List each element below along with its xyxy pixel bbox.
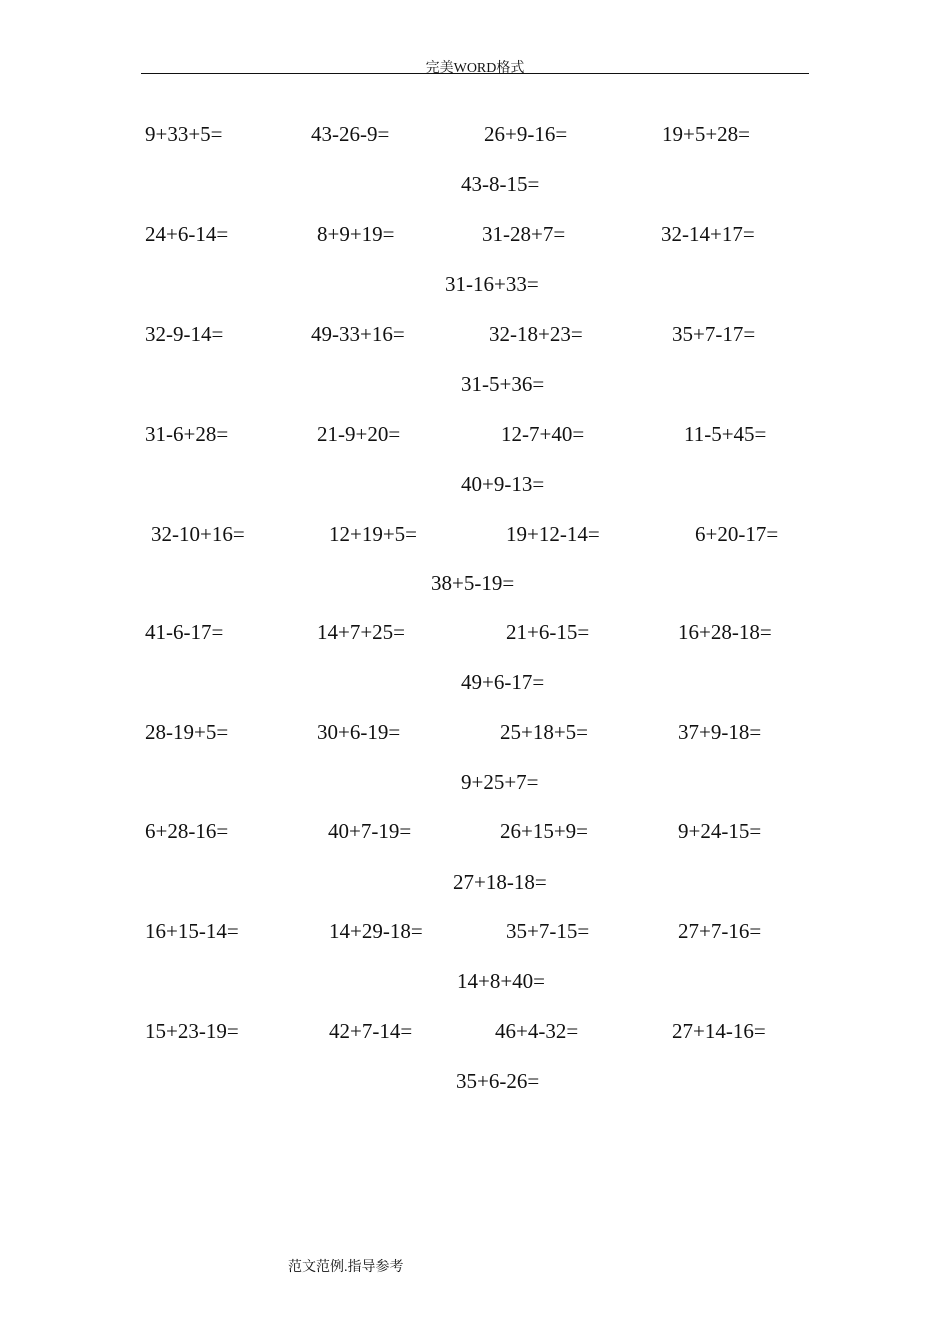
math-problem: 31-6+28=	[145, 422, 229, 446]
math-problem: 31-28+7=	[482, 222, 566, 246]
math-problem: 32-18+23=	[489, 322, 583, 346]
math-problem: 35+7-17=	[672, 322, 756, 346]
math-problem: 9+24-15=	[678, 819, 762, 843]
math-problem: 42+7-14=	[329, 1019, 413, 1043]
math-problem: 19+5+28=	[662, 122, 751, 146]
math-problem: 21-9+20=	[317, 422, 401, 446]
math-problem: 27+14-16=	[672, 1019, 766, 1043]
math-problem: 24+6-14=	[145, 222, 229, 246]
page-footer: 范文范例.指导参考	[288, 1260, 404, 1275]
math-problem: 9+33+5=	[145, 122, 223, 146]
math-problem: 40+7-19=	[328, 819, 412, 843]
math-problem: 41-6-17=	[145, 620, 224, 644]
math-problem: 26+15+9=	[500, 819, 589, 843]
math-problem: 30+6-19=	[317, 720, 401, 744]
math-problem: 32-10+16=	[151, 522, 245, 546]
math-problem: 27+7-16=	[678, 919, 762, 943]
math-problem-center: 31-5+36=	[461, 372, 545, 396]
math-problem: 46+4-32=	[495, 1019, 579, 1043]
math-problem: 14+7+25=	[317, 620, 406, 644]
math-problem: 28-19+5=	[145, 720, 229, 744]
math-problem: 32-14+17=	[661, 222, 755, 246]
math-problem: 6+28-16=	[145, 819, 229, 843]
math-problem: 8+9+19=	[317, 222, 395, 246]
math-problem: 43-26-9=	[311, 122, 390, 146]
math-problem: 6+20-17=	[695, 522, 779, 546]
math-problem: 15+23-19=	[145, 1019, 239, 1043]
math-problem: 12+19+5=	[329, 522, 418, 546]
math-problem-center: 27+18-18=	[453, 870, 547, 894]
math-problem-center: 43-8-15=	[461, 172, 540, 196]
math-problem: 32-9-14=	[145, 322, 224, 346]
math-problem: 21+6-15=	[506, 620, 590, 644]
math-problem: 14+29-18=	[329, 919, 423, 943]
math-problem-center: 35+6-26=	[456, 1069, 540, 1093]
math-problem: 26+9-16=	[484, 122, 568, 146]
math-problem: 37+9-18=	[678, 720, 762, 744]
math-problem: 19+12-14=	[506, 522, 600, 546]
math-problem: 49-33+16=	[311, 322, 405, 346]
math-problem-center: 31-16+33=	[445, 272, 539, 296]
math-problem: 11-5+45=	[684, 422, 767, 446]
math-problem: 16+28-18=	[678, 620, 772, 644]
math-problem: 16+15-14=	[145, 919, 239, 943]
page-header-title: 完美WORD格式	[425, 61, 525, 76]
math-problem-center: 14+8+40=	[457, 969, 546, 993]
math-problem: 12-7+40=	[501, 422, 585, 446]
math-problem: 25+18+5=	[500, 720, 589, 744]
math-problem-center: 38+5-19=	[431, 571, 515, 595]
math-problem-center: 9+25+7=	[461, 770, 539, 794]
math-problem-center: 40+9-13=	[461, 472, 545, 496]
math-problem-center: 49+6-17=	[461, 670, 545, 694]
header-divider	[141, 73, 809, 74]
math-problem: 35+7-15=	[506, 919, 590, 943]
